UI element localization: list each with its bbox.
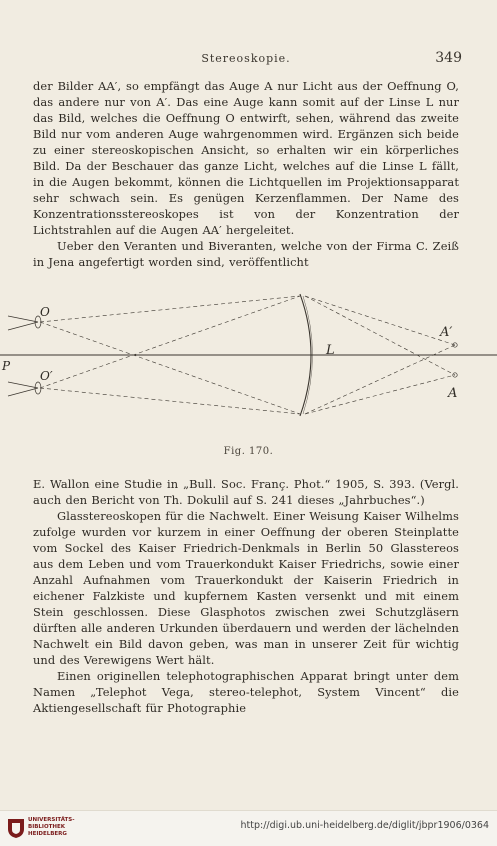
body-text-top <box>33 78 459 270</box>
permalink-url[interactable]: http://digi.ub.uni-heidelberg.de/diglit/jbpr1906/0364 <box>240 820 489 831</box>
label-a: A <box>448 386 458 401</box>
library-seal-icon <box>6 817 26 839</box>
running-title: Stereoskopie. <box>201 52 291 65</box>
label-o: O <box>40 305 50 319</box>
page-header <box>30 50 462 70</box>
paragraph: Glasstereoskopen für die Nachwelt. Einer Weisung Kaiser Wilhelms zufolge wurden vor kurzem in einer Oeffnung der oberen Steinplatte vom Sockel des Kaiser Friedrich-Denkmals in Berlin 50 Glasstereos aus dem Leben und vom Trauerkondukt Kaiser Friedrichs, sowie einer Anzahl Aufnahmen vom Trauerkondukt der Kaiserin Friedrich in eichener Falzkiste und kupfernem Kasten versenkt und mit einem Stein geschlossen. Diese Glasphotos zwischen zwei Schutzgläsern dürften alle anderen Urkunden überdauern und werden der lächelnden Nachwelt ein Bild davon geben, was man in unserer Zeit für wichtig und des Verewigens Wert hält. <box>33 509 459 667</box>
ray <box>40 388 300 414</box>
ray <box>305 296 455 375</box>
ray <box>305 296 455 345</box>
paragraph: Einen originellen telephotographischen Apparat bringt unter dem Namen „Telephot Vega, stereo-telephot, System Vincent“ die Aktiengesellschaft für Photographie <box>33 669 459 715</box>
viewer-footer <box>0 810 497 846</box>
ray <box>305 375 458 414</box>
label-a-prime: A′ <box>440 325 453 340</box>
label-o-prime: O′ <box>40 369 53 383</box>
page-number: 349 <box>435 50 462 66</box>
figure-caption: Fig. 170. <box>223 446 274 457</box>
ray <box>40 322 300 414</box>
ray <box>40 296 300 322</box>
body-text-bottom <box>33 476 459 716</box>
paragraph: E. Wallon eine Studie in „Bull. Soc. Franç. Phot.“ 1905, S. 393. (Vergl. auch den Bericht von Th. Dokulil auf S. 241 dieses „Jahrbuches“.) <box>33 477 459 507</box>
paragraph: Ueber den Veranten und Biveranten, welche von der Firma C. Zeiß in Jena angefertigt worden sind, veröffentlicht <box>33 239 459 269</box>
optical-diagram <box>0 290 497 420</box>
ray <box>40 296 300 388</box>
label-l: L <box>326 343 335 358</box>
paragraph: der Bilder AA′, so empfängt das Auge A nur Licht aus der Oeffnung O, das andere nur von A′. Das eine Auge kann somit auf der Linse L nur das Bild, welches die Oeffnung O entwirft, sehen, während das zweite Bild nur vom anderen Auge wahrgenommen wird. Ergänzen sich beide zu einer stereoskopischen Ansicht, so erhalten wir ein körperliches Bild. Da der Beschauer das ganze Licht, welches auf die Linse L fällt, in die Augen bekommt, können die Lichtquellen im Projektionsapparat sehr schwach sein. Es genügen Kerzenflammen. Der Name des Konzentrationsstereoskopes ist von der Konzentration der Lichtstrahlen auf die Augen AA′ hergeleitet. <box>33 79 459 237</box>
label-p: P <box>2 359 11 373</box>
library-name[interactable]: UNIVERSITÄTS- BIBLIOTHEK HEIDELBERG <box>28 817 75 837</box>
